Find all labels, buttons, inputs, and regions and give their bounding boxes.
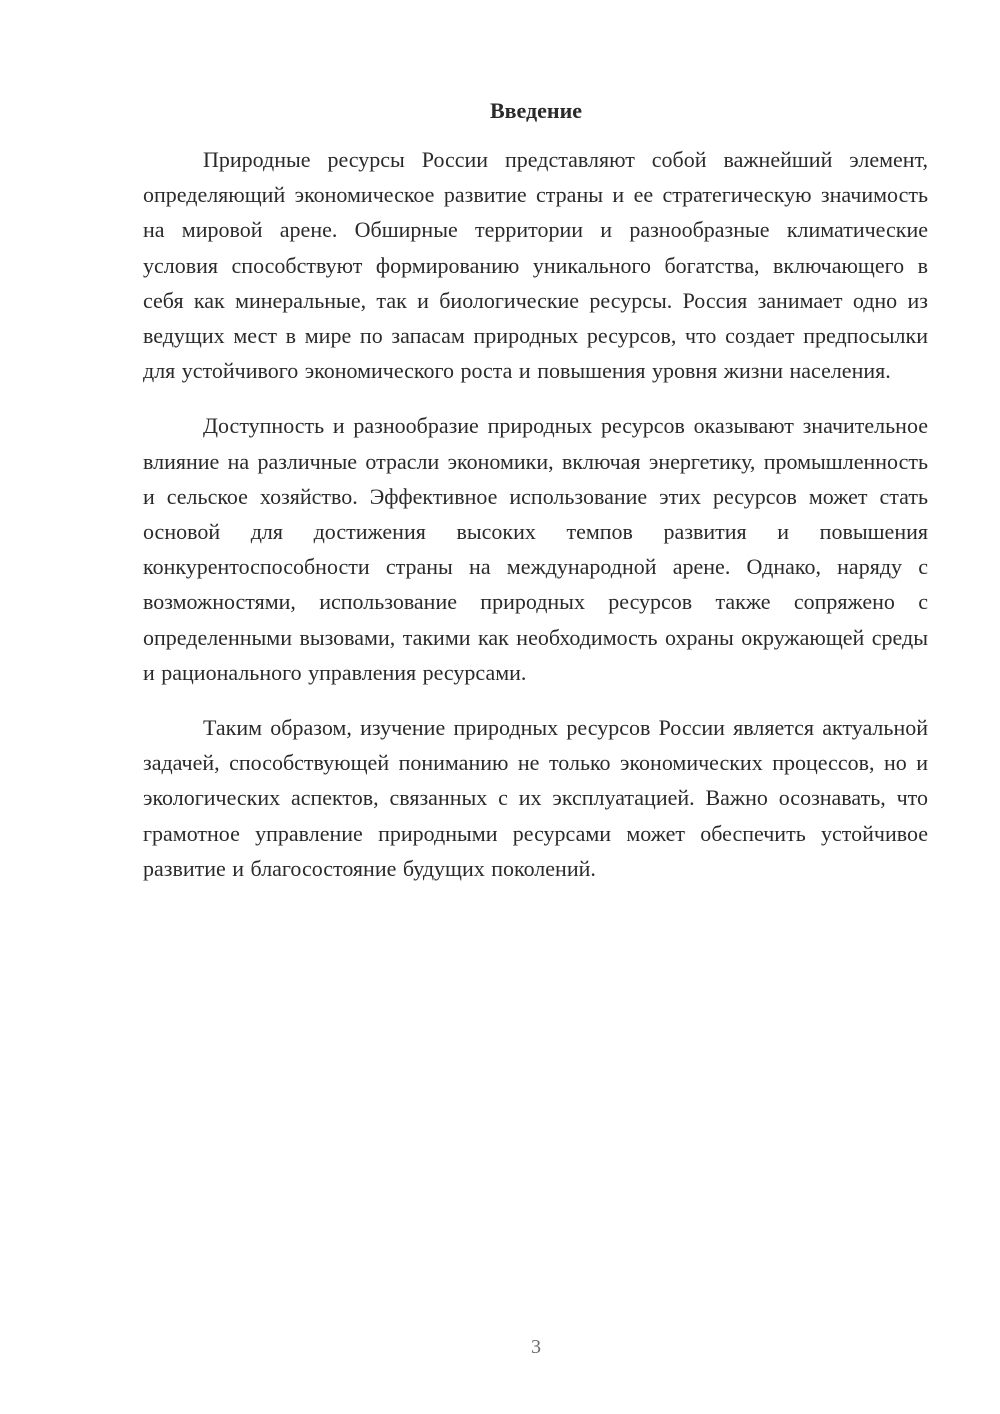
paragraph-2: Доступность и разнообразие природных ресурсов оказывают значительное влияние на различные отрасли экономики, включая энергетику, промышленность и сельское хозяйство. Эффективное использование этих ресурсов может стать основой для достижения высоких темпов развития и повышения конкурентоспособности страны на международной арене. Однако, наряду с возможностями, использование природных ресурсов также сопряжено с определенными вызовами, такими как необходимость охраны окружающей среды и рационального управления ресурсами. xyxy=(143,413,928,685)
paragraph-3: Таким образом, изучение природных ресурсов России является актуальной задачей, способствующей пониманию не только экономических процессов, но и экологических аспектов, связанных с их эксплуатацией. Важно осознавать, что грамотное управление природными ресурсами может обеспечить устойчивое развитие и благосостояние будущих поколений. xyxy=(143,715,928,881)
paragraph-1: Природные ресурсы России представляют собой важнейший элемент, определяющий экономическое развитие страны и ее стратегическую значимость на мировой арене. Обширные территории и разнообразные климатические условия способствуют формированию уникального богатства, включающего в себя как минеральные, так и биологические ресурсы. Россия занимает одно из ведущих мест в мире по запасам природных ресурсов, что создает предпосылки для устойчивого экономического роста и повышения уровня жизни населения. xyxy=(143,147,928,384)
page-number: 3 xyxy=(531,1336,541,1358)
page-title: Введение xyxy=(489,98,583,123)
document-body xyxy=(143,142,928,906)
